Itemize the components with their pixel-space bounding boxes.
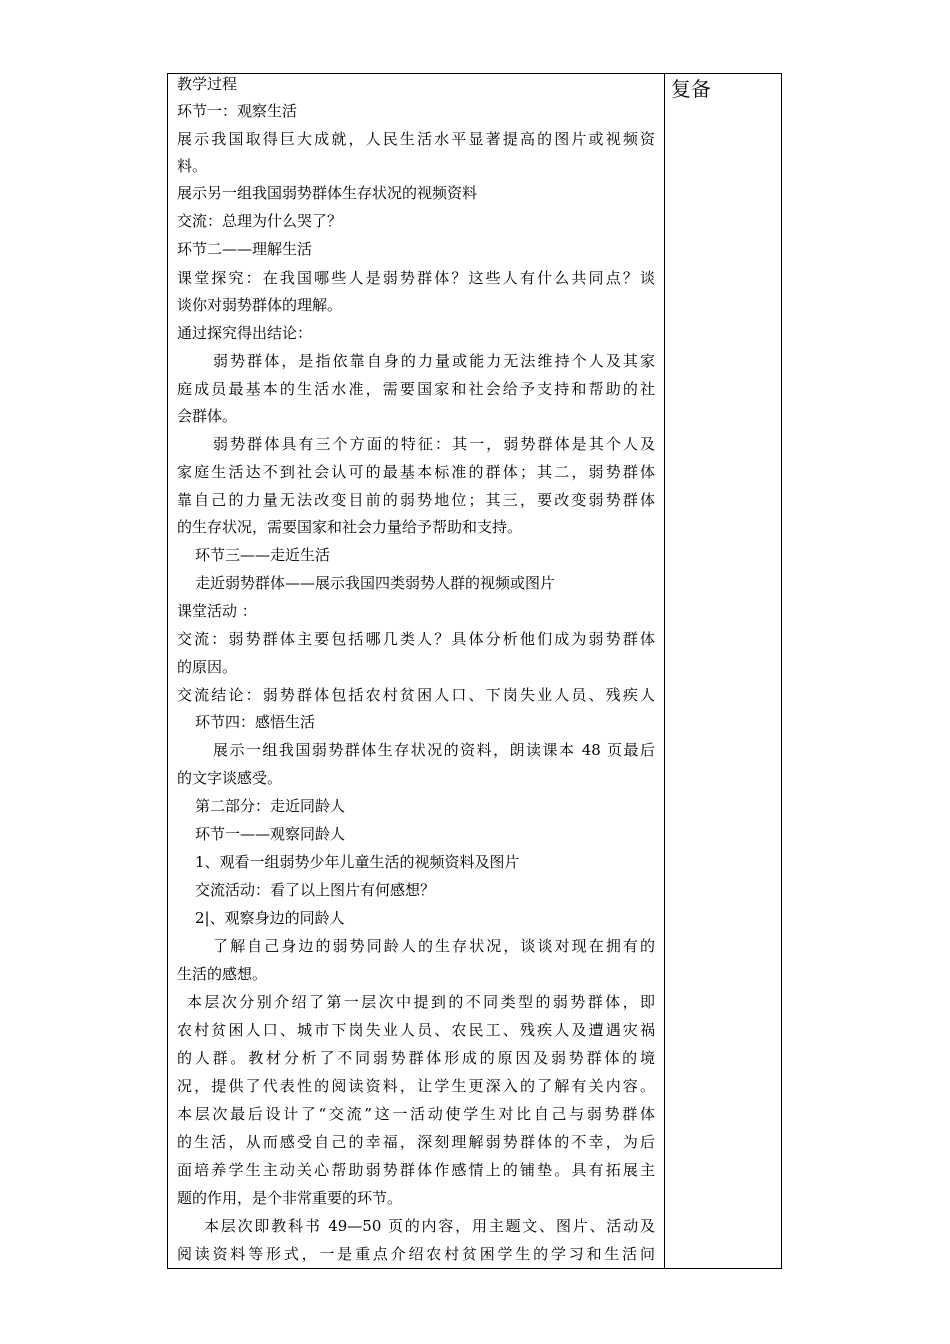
step-heading: 环节一——观察同龄人	[195, 825, 346, 843]
text-line: 面培养学生主动关心帮助弱势群体作感情上的铺垫。具有拓展主	[177, 1161, 655, 1179]
text-line: 的文字谈感受。	[177, 769, 283, 787]
text-line: 靠自己的力量无法改变目前的弱势地位；其三，要改变弱势群体	[177, 491, 655, 509]
text-line: 了解自己身边的弱势同龄人的生存状况，谈谈对现在拥有的	[213, 937, 655, 955]
text-line: 1、观看一组弱势少年儿童生活的视频资料及图片	[195, 853, 520, 871]
text-line: 展示我国取得巨大成就，人民生活水平显著提高的图片或视频资	[177, 130, 655, 148]
text-line: 弱势群体，是指依靠自身的力量或能力无法维持个人及其家	[213, 352, 655, 370]
text-line: 料。	[177, 157, 208, 175]
text-line: 的人群。教材分析了不同弱势群体形成的原因及弱势群体的境	[177, 1049, 655, 1067]
column-divider	[664, 74, 665, 1268]
text-line: 会群体。	[177, 407, 238, 425]
text-line: 弱势群体具有三个方面的特征：其一，弱势群体是其个人及	[213, 435, 655, 453]
review-title: 复备	[671, 77, 711, 101]
text-line: 本层次即教科书 49—50 页的内容，用主题文、图片、活动及	[204, 1217, 655, 1235]
text-line: 的原因。	[177, 658, 238, 676]
step-heading: 环节四：感悟生活	[195, 713, 316, 731]
text-line: 交流活动：看了以上图片有何感想？	[195, 881, 436, 899]
text-line: 阅读资料等形式，一是重点介绍农村贫困学生的学习和生活问	[177, 1245, 655, 1263]
text-line: 本层次分别介绍了第一层次中提到的不同类型的弱势群体，即	[187, 993, 655, 1011]
text-line: 交流结论：弱势群体包括农村贫困人口、下岗失业人员、残疾人	[177, 686, 655, 704]
text-line: 生活的感想。	[177, 965, 268, 983]
text-line: 农村贫困人口、城市下岗失业人员、农民工、残疾人及遭遇灾祸	[177, 1021, 655, 1039]
step-heading: 环节三——走近生活	[195, 546, 331, 564]
step-heading: 环节一：观察生活	[177, 102, 298, 120]
text-line: 况，提供了代表性的阅读资料，让学生更深入的了解有关内容。	[177, 1077, 655, 1095]
text-line: 展示另一组我国弱势群体生存状况的视频资料	[177, 184, 478, 202]
text-line: 课堂探究：在我国哪些人是弱势群体？这些人有什么共同点？谈	[177, 269, 655, 287]
section-heading: 教学过程	[177, 75, 238, 93]
text-line: 交流：总理为什么哭了？	[177, 212, 343, 230]
text-line: 庭成员最基本的生活水准，需要国家和社会给予支持和帮助的社	[177, 380, 655, 398]
text-line: 展示一组我国弱势群体生存状况的资料，朗读课本 48 页最后	[213, 741, 655, 759]
text-line: 2|、观察身边的同龄人	[195, 909, 345, 927]
text-line: 题的作用，是个非常重要的环节。	[177, 1189, 403, 1207]
lesson-table	[167, 73, 782, 1269]
step-heading: 环节二——理解生活	[177, 240, 313, 258]
text-line: 交流：弱势群体主要包括哪几类人？具体分析他们成为弱势群体	[177, 630, 655, 648]
text-line: 本层次最后设计了“交流”这一活动使学生对比自己与弱势群体	[177, 1105, 655, 1123]
text-line: 家庭生活达不到社会认可的最基本标准的群体；其二，弱势群体	[177, 463, 655, 481]
part-heading: 第二部分：走近同龄人	[195, 797, 346, 815]
text-line: 谈你对弱势群体的理解。	[177, 296, 343, 314]
text-line: 走近弱势群体——展示我国四类弱势人群的视频或图片	[195, 574, 556, 592]
text-line: 通过探究得出结论：	[177, 324, 313, 342]
text-line: 的生活，从而感受自己的幸福，深刻理解弱势群体的不幸，为后	[177, 1133, 655, 1151]
text-line: 课堂活动 ：	[177, 602, 257, 620]
text-line: 的生存状况，需要国家和社会力量给予帮助和支持。	[177, 518, 523, 536]
